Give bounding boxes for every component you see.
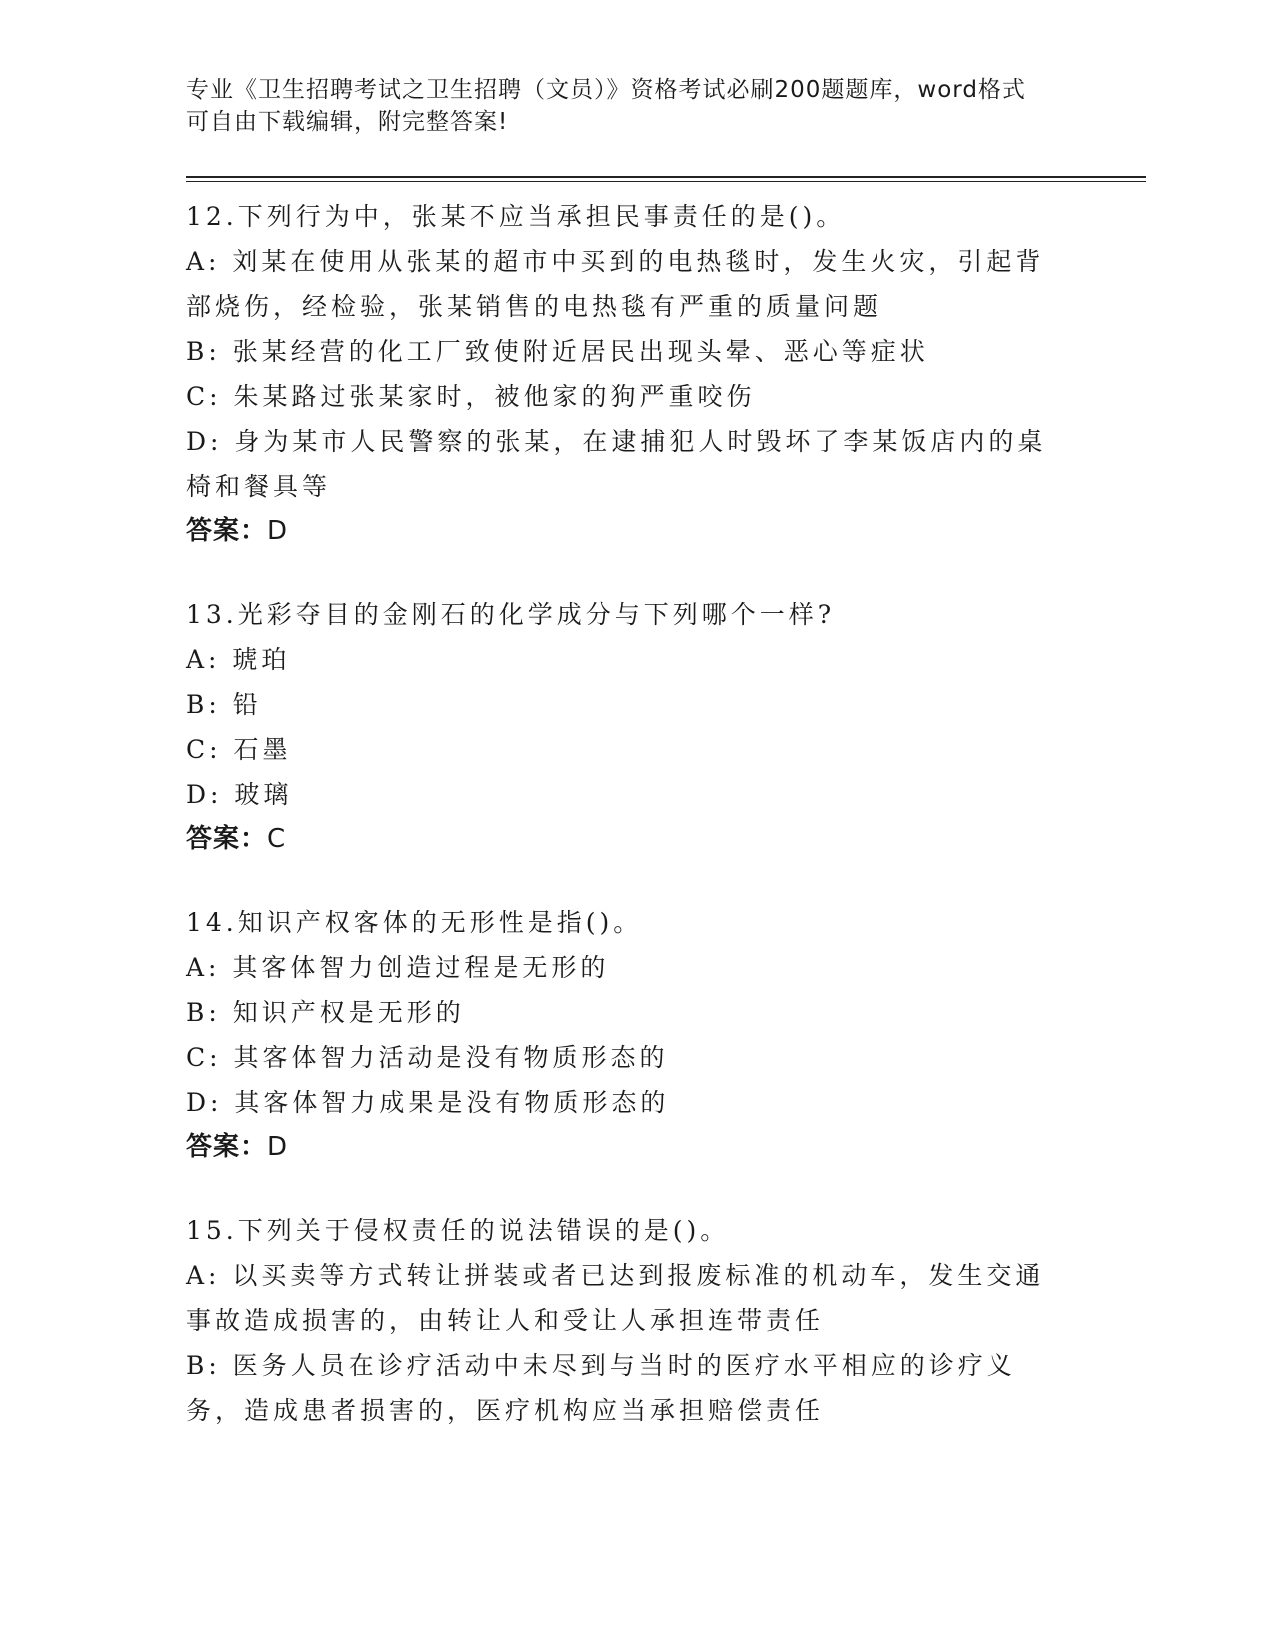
option-a: A: 琥珀 [186,645,291,674]
option-b: B: 医务人员在诊疗活动中未尽到与当时的医疗水平相应的诊疗义务，造成患者损害的，医疗机构应当承担赔偿责任 [186,1351,1016,1425]
question-15 [186,1208,1146,1433]
answer-line [186,817,1146,862]
document-page [186,0,1146,1471]
answer-value: C [267,824,287,854]
option-a: A: 刘某在使用从张某的超市中买到的电热毯时，发生火灾，引起背部烧伤，经检验，张某销售的电热毯有严重的质量问题 [186,247,1045,321]
header-line-2: 可自由下载编辑，附完整答案! [186,109,509,135]
header-divider [186,176,1146,182]
question-stem: 14.知识产权客体的无形性是指()。 [186,908,643,937]
question-12 [186,194,1146,554]
option-a: A: 以买卖等方式转让拼装或者已达到报废标准的机动车，发生交通事故造成损害的，由转让人和受让人承担连带责任 [186,1261,1045,1335]
answer-value: D [267,1132,289,1162]
answer-label: 答案： [186,516,268,546]
document-header [186,74,1066,138]
question-stem: 13.光彩夺目的金刚石的化学成分与下列哪个一样? [186,600,836,629]
option-c: C: 石墨 [186,735,292,764]
answer-value: D [267,516,289,546]
option-d: D: 玻璃 [186,780,293,809]
answer-line [186,509,1146,554]
option-a: A: 其客体智力创造过程是无形的 [186,953,610,982]
answer-line [186,1125,1146,1170]
option-d: D: 其客体智力成果是没有物质形态的 [186,1088,670,1117]
option-b: B: 铅 [186,690,262,719]
question-14 [186,900,1146,1170]
header-line-1: 专业《卫生招聘考试之卫生招聘（文员）》资格考试必刷200题题库，word格式 [186,77,1026,103]
option-d: D: 身为某市人民警察的张某，在逮捕犯人时毁坏了李某饭店内的桌椅和餐具等 [186,427,1047,501]
option-b: B: 张某经营的化工厂致使附近居民出现头晕、恶心等症状 [186,337,929,366]
answer-label: 答案： [186,824,268,854]
question-13 [186,592,1146,862]
question-stem: 12.下列行为中，张某不应当承担民事责任的是()。 [186,202,846,231]
answer-label: 答案： [186,1132,268,1162]
option-c: C: 其客体智力活动是没有物质形态的 [186,1043,669,1072]
option-b: B: 知识产权是无形的 [186,998,465,1027]
option-c: C: 朱某路过张某家时，被他家的狗严重咬伤 [186,382,756,411]
question-stem: 15.下列关于侵权责任的说法错误的是()。 [186,1216,730,1245]
